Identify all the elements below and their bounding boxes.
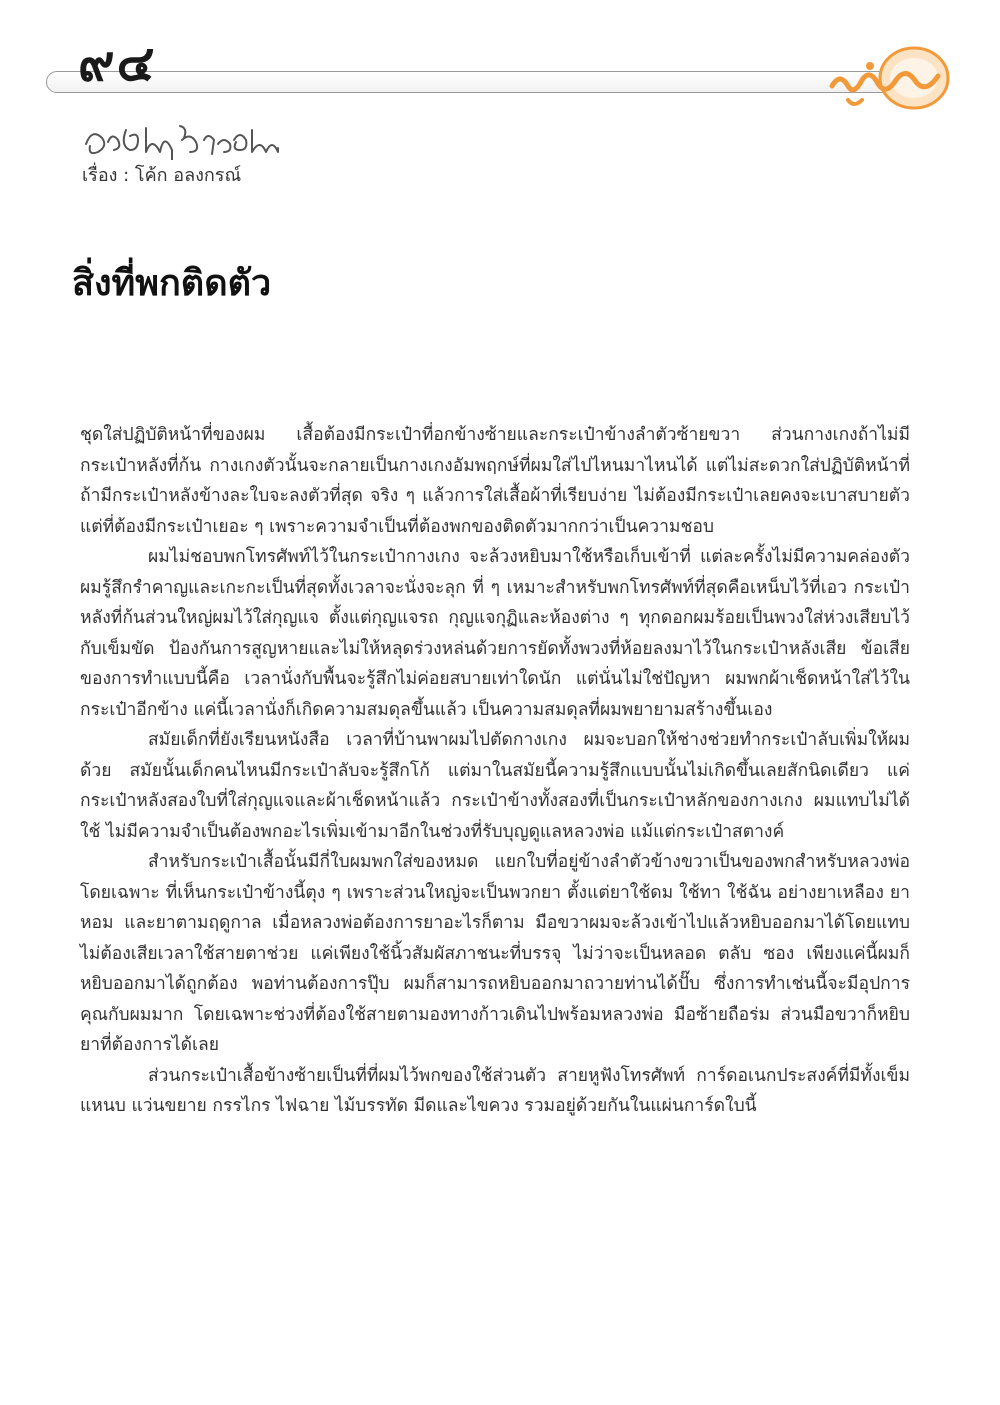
header-rule: [46, 71, 906, 93]
magazine-logo: [818, 42, 954, 118]
paragraph: สำหรับกระเป๋าเสื้อนั้นมีกี่ใบผมพกใส่ของหมด แยกใบที่อยู่ข้างลำตัวข้างขวาเป็นของพกสำหรับหลวงพ่อโดยเฉพาะ ที่เห็นกระเป๋าข้างนี้ตุง ๆ เพราะส่วนใหญ่จะเป็นพวกยา ตั้งแต่ยาใช้ดม ใช้ทา ใช้ฉัน อย่างยาเหลือง ยาหอม และยาตามฤดูกาล เมื่อหลวงพ่อต้องการยาอะไรก็ตาม มือขวาผมจะล้วงเข้าไปแล้วหยิบออกมาได้โดยแทบไม่ต้องเสียเวลาใช้สายตาช่วย แค่เพียงใช้นิ้วสัมผัสภาชนะที่บรรจุ ไม่ว่าจะเป็นหลอด ตลับ ซอง เพียงแค่นี้ผมก็หยิบออกมาได้ถูกต้อง พอท่านต้องการปุ๊บ ผมก็สามารถหยิบออกมาถวายท่านได้ปั๊บ ซึ่งการทำเช่นนี้จะมีอุปการคุณกับผมมาก โดยเฉพาะช่วงที่ต้องใช้สายตามองทางก้าวเดินไปพร้อมหลวงพ่อ มือซ้ายถือร่ม ส่วนมือขวาก็หยิบยาที่ต้องการได้เลย: [80, 852, 910, 1055]
page-number: ๙๔: [78, 33, 157, 92]
article-body: [80, 420, 910, 1122]
article-title: สิ่งที่พกติดตัว: [72, 263, 272, 304]
byline: เรื่อง : โค้ก อลงกรณ์: [82, 165, 242, 186]
paragraph: ส่วนกระเป๋าเสื้อข้างซ้ายเป็นที่ที่ผมไว้พกของใช้ส่วนตัว สายหูฟังโทรศัพท์ การ์ดอเนกประสงค์ที่มีทั้งเข็ม แหนบ แว่นขยาย กรรไกร ไฟฉาย ไม้บรรทัด มีดและไขควง รวมอยู่ด้วยกันในแผ่นการ์ดใบนี้: [80, 1065, 910, 1116]
paragraph: สมัยเด็กที่ยังเรียนหนังสือ เวลาที่บ้านพาผมไปตัดกางเกง ผมจะบอกให้ช่างช่วยทำกระเป๋าลับเพิ่มให้ผมด้วย สมัยนั้นเด็กคนไหนมีกระเป๋าลับจะรู้สึกโก้ แต่มาในสมัยนี้ความรู้สึกแบบนั้นไม่เกิดขึ้นเลยสักนิดเดียว แค่กระเป๋าหลังสองใบที่ใส่กุญแจและผ้าเช็ดหน้าแล้ว กระเป๋าข้างทั้งสองที่เป็นกระเป๋าหลักของกางเกง ผมแทบไม่ได้ใช้ ไม่มีความจำเป็นต้องพกอะไรเพิ่มเข้ามาอีกในช่วงที่รับบุญดูแลหลวงพ่อ แม้แต่กระเป๋าสตางค์: [80, 730, 910, 842]
column-name-handwritten: [82, 118, 302, 160]
paragraph: ชุดใส่ปฏิบัติหน้าที่ของผม เสื้อต้องมีกระเป๋าที่อกข้างซ้ายและกระเป๋าข้างลำตัวซ้ายขวา ส่วนกางเกงถ้าไม่มีกระเป๋าหลังที่ก้น กางเกงตัวนั้นจะกลายเป็นกางเกงอัมพฤกษ์ที่ผมใส่ไปไหนมาไหนได้ แต่ไม่สะดวกใส่ปฏิบัติหน้าที่ ถ้ามีกระเป๋าหลังข้างละใบจะลงตัวที่สุด จริง ๆ แล้วการใส่เสื้อผ้าที่เรียบง่าย ไม่ต้องมีกระเป๋าเลยคงจะเบาสบายตัว แต่ที่ต้องมีกระเป๋าเยอะ ๆ เพราะความจำเป็นที่ต้องพกของติดตัวมากกว่าเป็นความชอบ: [80, 425, 910, 537]
paragraph: ผมไม่ชอบพกโทรศัพท์ไว้ในกระเป๋ากางเกง จะล้วงหยิบมาใช้หรือเก็บเข้าที่ แต่ละครั้งไม่มีความคล่องตัว ผมรู้สึกรำคาญและเกะกะเป็นที่สุดทั้งเวลาจะนั่งจะลุก ที่ ๆ เหมาะสำหรับพกโทรศัพท์ที่สุดคือเหน็บไว้ที่เอว กระเป๋าหลังที่ก้นส่วนใหญ่ผมไว้ใส่กุญแจ ตั้งแต่กุญแจรถ กุญแจกุฏิและห้องต่าง ๆ ทุกดอกผมร้อยเป็นพวงใส่ห่วงเสียบไว้กับเข็มขัด ป้องกันการสูญหายและไม่ให้หลุดร่วงหล่นด้วยการยัดทั้งพวงที่ห้อยลงมาไว้ในกระเป๋าหลังเสีย ข้อเสียของการทำแบบนี้คือ เวลานั่งกับพื้นจะรู้สึกไม่ค่อยสบายเท่าใดนัก แต่นั่นไม่ใช่ปัญหา ผมพกผ้าเช็ดหน้าใส่ไว้ในกระเป๋าอีกข้าง แค่นี้เวลานั่งก็เกิดความสมดุลขึ้นแล้ว เป็นความสมดุลที่ผมพยายามสร้างขึ้นเอง: [80, 547, 910, 720]
